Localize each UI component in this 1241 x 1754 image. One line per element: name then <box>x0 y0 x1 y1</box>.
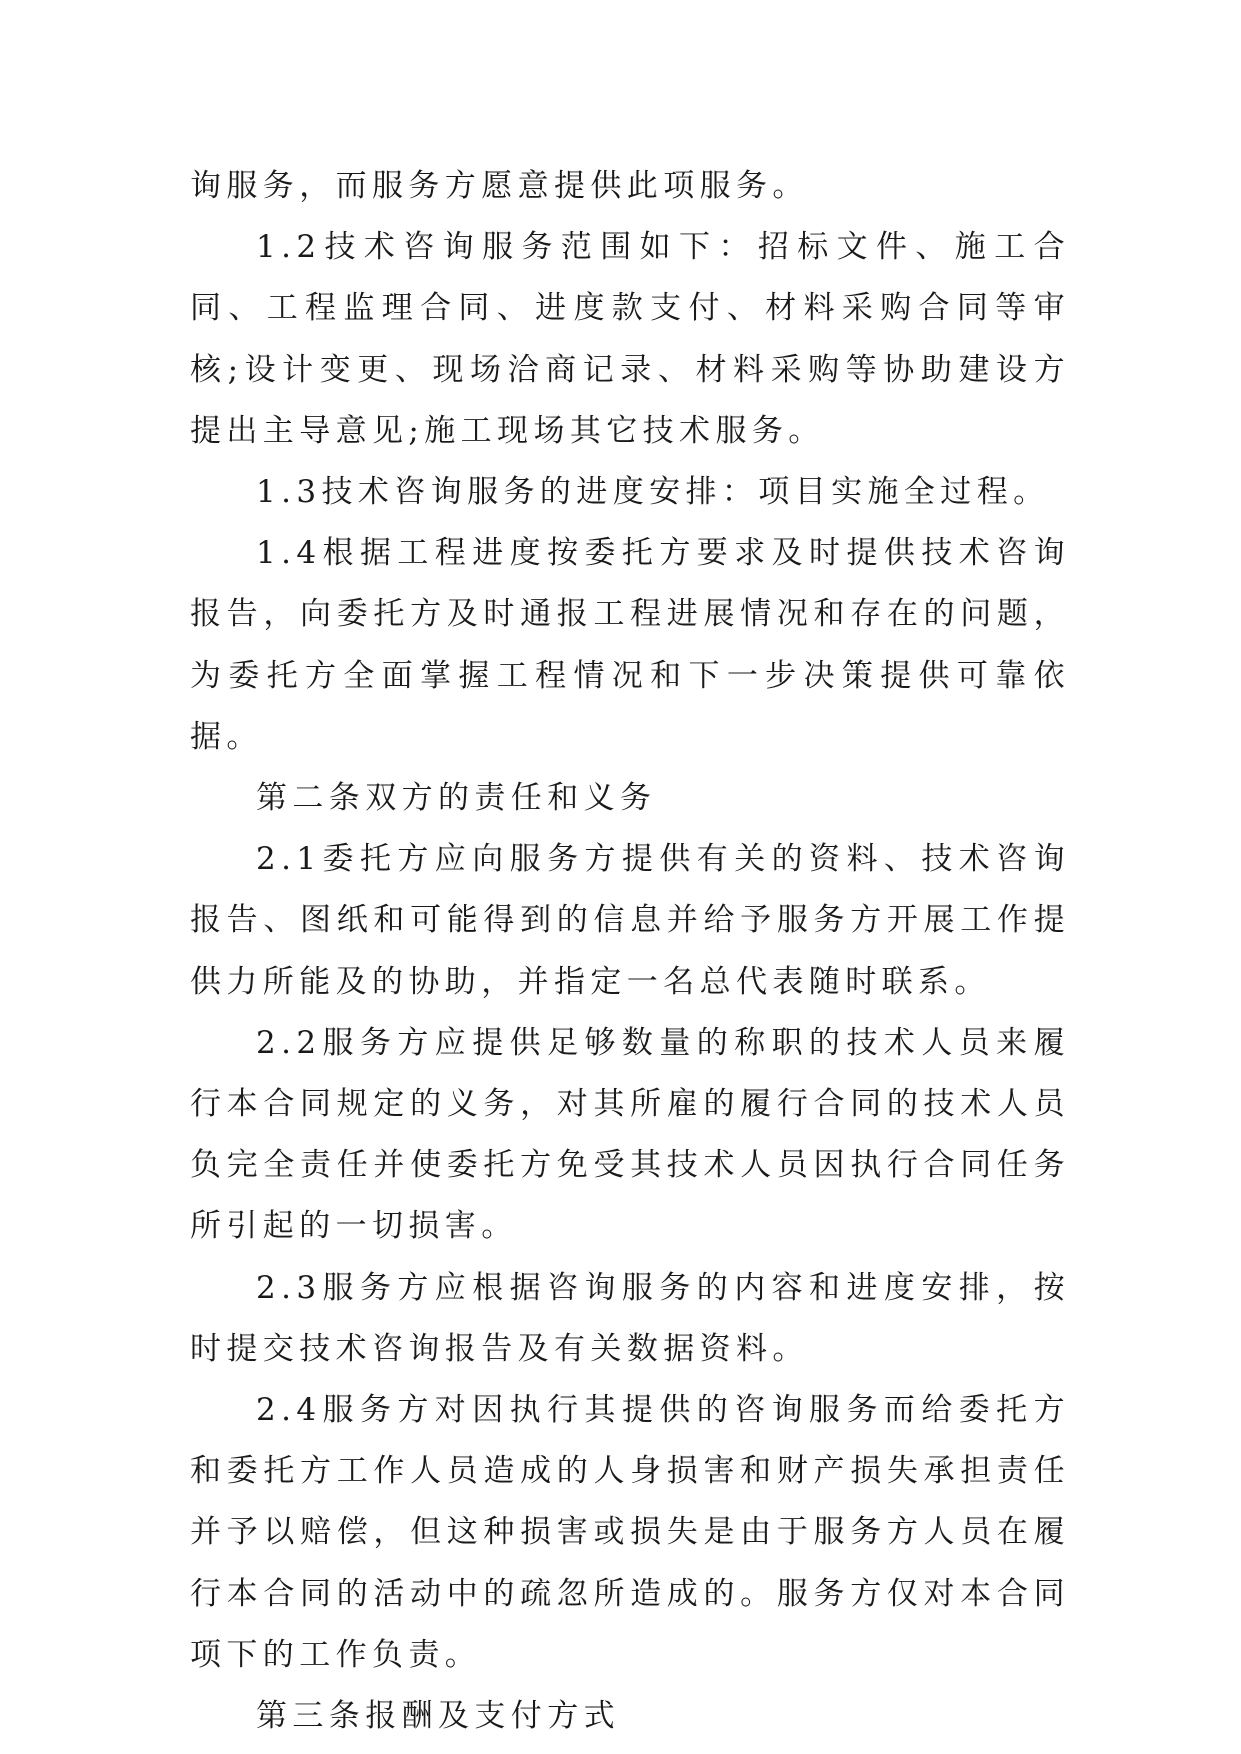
document-body <box>190 156 1070 1747</box>
paragraph-2-4: 2.4服务方对因执行其提供的咨询服务而给委托方和委托方工作人员造成的人身损害和财产损失承担责任并予以赔偿，但这种损害或损失是由于服务方人员在履行本合同的活动中的疏忽所造成的。服务方仅对本合同项下的工作负责。 <box>190 1392 1070 1673</box>
paragraph-1-2: 1.2技术咨询服务范围如下：招标文件、施工合同、工程监理合同、进度款支付、材料采购合同等审核;设计变更、现场洽商记录、材料采购等协助建设方提出主导意见;施工现场其它技术服务。 <box>190 229 1070 449</box>
paragraph-1-3: 1.3技术咨询服务的进度安排：项目实施全过程。 <box>256 474 1050 511</box>
section-heading-article-3: 第三条报酬及支付方式 <box>256 1698 620 1735</box>
paragraph-2-2: 2.2服务方应提供足够数量的称职的技术人员来履行本合同规定的义务，对其所雇的履行合同的技术人员负完全责任并使委托方免受其技术人员因执行合同任务所引起的一切损害。 <box>190 1024 1070 1245</box>
paragraph-continuation: 询服务，而服务方愿意提供此项服务。 <box>190 168 809 204</box>
paragraph-2-3: 2.3服务方应根据咨询服务的内容和进度安排，按时提交技术咨询报告及有关数据资料。 <box>190 1269 1070 1367</box>
paragraph-1-4: 1.4根据工程进度按委托方要求及时提供技术咨询报告，向委托方及时通报工程进展情况和存在的问题，为委托方全面掌握工程情况和下一步决策提供可靠依据。 <box>190 535 1070 755</box>
section-heading-article-2: 第二条双方的责任和义务 <box>256 780 657 817</box>
paragraph-2-1: 2.1委托方应向服务方提供有关的资料、技术咨询报告、图纸和可能得到的信息并给予服务方开展工作提供力所能及的协助，并指定一名总代表随时联系。 <box>190 841 1070 1000</box>
